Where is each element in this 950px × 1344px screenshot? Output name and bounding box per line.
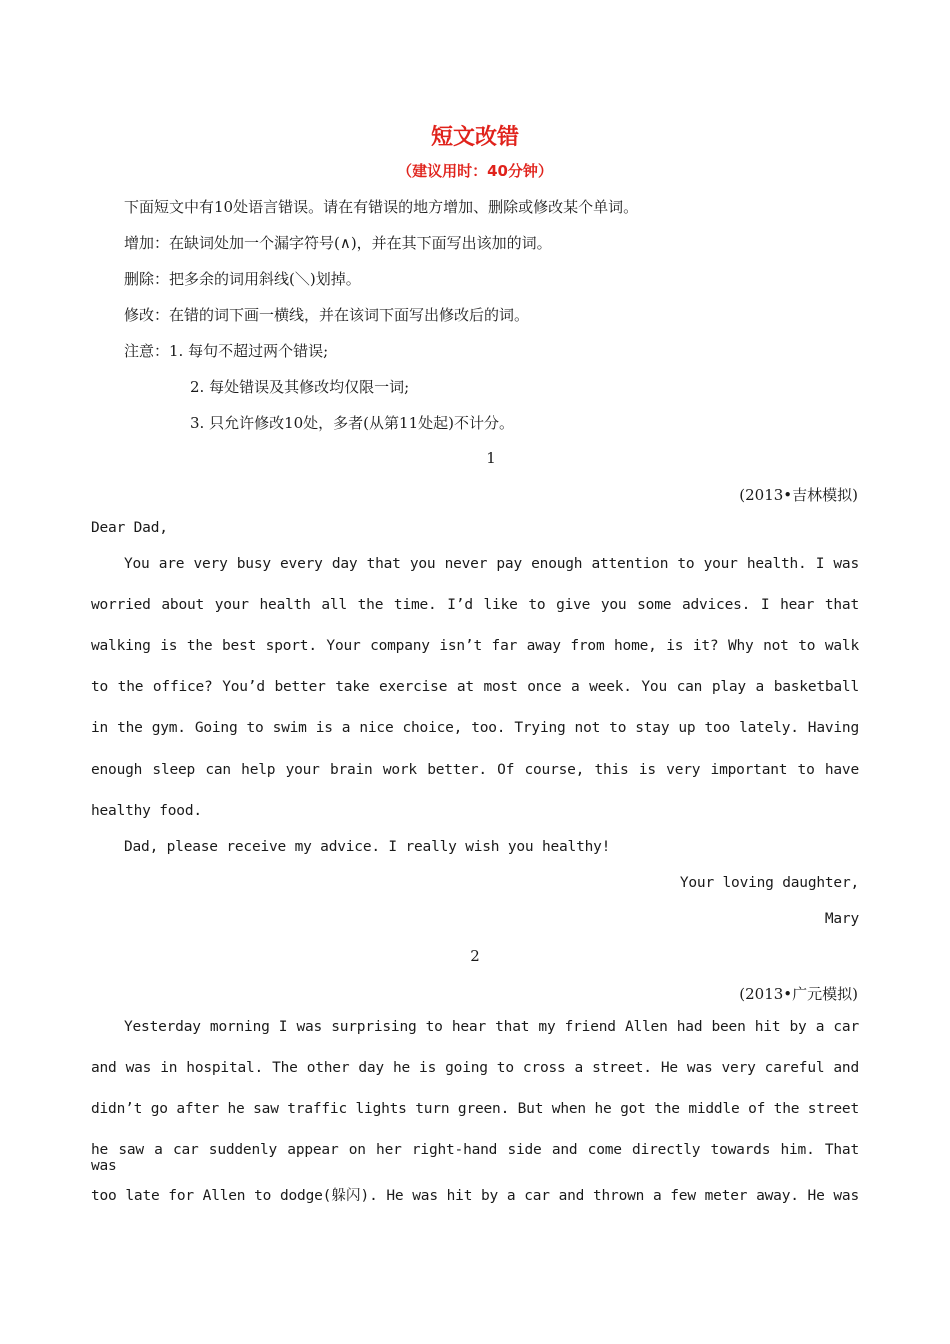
- instruction-note-2: 2. 每处错误及其修改均仅限一词;: [190, 378, 410, 396]
- passage-line: Yesterday morning I was surprising to hear that my friend Allen had been hit by a car: [124, 1019, 859, 1035]
- passage-line: too late for Allen to dodge(躲闪). He was hit by a car and thrown a few meter away. He was: [91, 1188, 859, 1204]
- letter-signature: Mary: [824, 911, 859, 927]
- passage-line: healthy food.: [91, 803, 202, 819]
- passage-line: You are very busy every day that you never pay enough attention to your health. I was: [124, 556, 859, 572]
- instruction-delete: 删除：把多余的词用斜线(＼)划掉。: [124, 270, 361, 288]
- instruction-intro: 下面短文中有10处语言错误。请在有错误的地方增加、删除或修改某个单词。: [124, 198, 639, 216]
- passage-number: 2: [470, 947, 480, 965]
- passage-line: to the office? You’d better take exercise at most once a week. You can play a basketball: [91, 679, 859, 695]
- letter-greeting: Dear Dad,: [91, 520, 168, 536]
- page-title: 短文改错: [430, 125, 519, 150]
- passage-line: walking is the best sport. Your company isn’t far away from home, is it? Why not to walk: [91, 638, 859, 654]
- letter-signoff: Your loving daughter,: [679, 875, 859, 891]
- passage-line: worried about your health all the time. I’d like to give you some advices. I hear that: [91, 597, 859, 613]
- passage-source: (2013•吉林模拟): [739, 486, 858, 504]
- instruction-note-3: 3. 只允许修改10处，多者(从第11处起)不计分。: [190, 414, 514, 432]
- time-suggestion: （建议用时：40分钟）: [397, 162, 553, 180]
- passage-source: (2013•广元模拟): [739, 985, 858, 1003]
- passage-line: didn’t go after he saw traffic lights turn green. But when he got the middle of the street: [91, 1101, 859, 1117]
- instruction-note-1: 注意：1. 每句不超过两个错误;: [124, 342, 329, 360]
- passage-number: 1: [486, 449, 496, 467]
- passage-line: enough sleep can help your brain work better. Of course, this is very important to have: [91, 762, 859, 778]
- letter-closing: Dad, please receive my advice. I really wish you healthy!: [124, 839, 611, 855]
- instruction-modify: 修改：在错的词下画一横线，并在该词下面写出修改后的词。: [124, 306, 530, 324]
- instruction-add: 增加：在缺词处加一个漏字符号(∧)，并在其下面写出该加的词。: [124, 234, 552, 252]
- passage-line: in the gym. Going to swim is a nice choice, too. Trying not to stay up too lately. Having: [91, 720, 859, 736]
- passage-line: he saw a car suddenly appear on her right-hand side and come directly towards him. That was: [91, 1142, 859, 1174]
- passage-line: and was in hospital. The other day he is going to cross a street. He was very careful and: [91, 1060, 859, 1076]
